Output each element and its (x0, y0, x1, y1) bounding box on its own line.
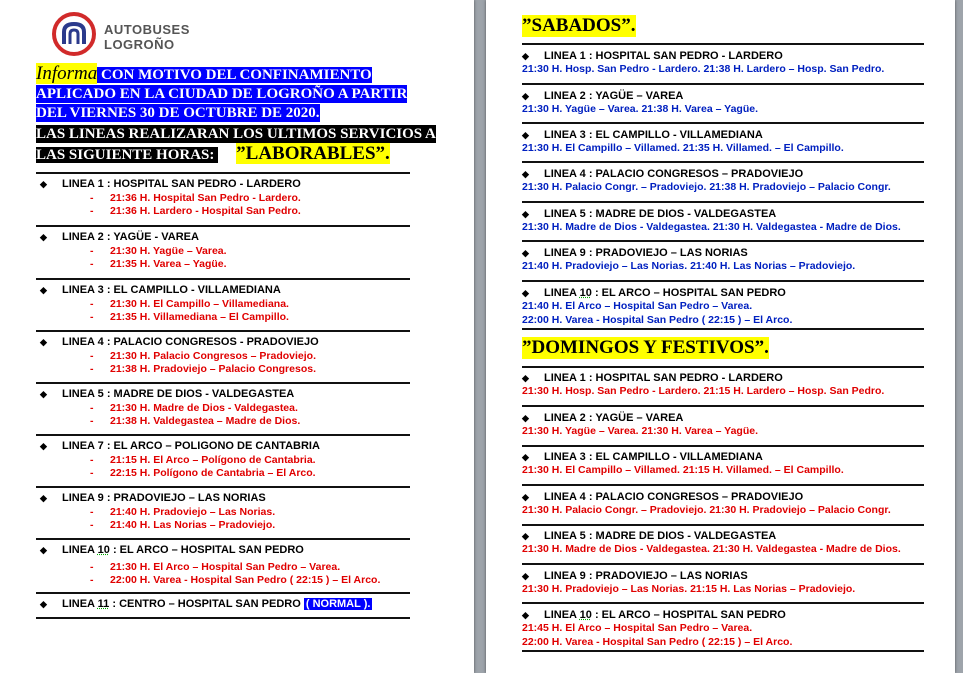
diamond-bullet-icon: ◆ (522, 413, 529, 423)
dash-bullet: - (90, 311, 94, 323)
diamond-bullet-icon: ◆ (40, 493, 47, 503)
section-separator (522, 405, 924, 407)
line-heading (522, 168, 803, 180)
line-heading (40, 336, 319, 348)
diamond-bullet-icon: ◆ (522, 130, 529, 140)
section-separator (522, 43, 924, 45)
line-heading-text: LINEA 5 : MADRE DE DIOS - VALDEGASTEA (544, 208, 777, 220)
schedule-line: 21:30 H. Madre de Dios - Valdegastea. 21:30 H. Valdegastea - Madre de Dios. (522, 543, 901, 555)
autobuses-logo-icon (52, 12, 96, 56)
line-heading-prefix: LINEA (62, 544, 98, 556)
schedule-line-text: 21:35 H. Varea – Yagüe. (110, 258, 227, 270)
diamond-bullet-icon: ◆ (522, 169, 529, 179)
line-heading (40, 440, 320, 452)
schedule-line: 22:00 H. Varea - Hospital San Pedro ( 22:15 ) – El Arco. (522, 314, 793, 326)
diamond-bullet-icon: ◆ (522, 91, 529, 101)
schedule-line: 21:30 H. El Campillo – Villamed. 21:35 H. Villamed. – El Campillo. (522, 142, 844, 154)
line-number: 10 (97, 544, 110, 556)
line-heading-route: : EL ARCO – HOSPITAL SAN PEDRO (109, 544, 304, 556)
schedule-line-text: 21:30 H. El Arco – Hospital San Pedro – Varea. (110, 561, 341, 573)
notice-row-5 (36, 145, 390, 164)
line-heading-prefix: LINEA (544, 609, 580, 621)
dash-bullet: - (90, 519, 94, 531)
line-heading-text: LINEA 1 : HOSPITAL SAN PEDRO - LARDERO (62, 178, 301, 190)
line-heading-text: LINEA 2 : YAGÜE - VAREA (62, 231, 199, 243)
diamond-bullet-icon: ◆ (522, 209, 529, 219)
line-heading (522, 50, 783, 62)
diamond-bullet-icon: ◆ (522, 452, 529, 462)
dash-bullet: - (90, 245, 94, 257)
schedule-line (90, 506, 275, 518)
section-separator (522, 484, 924, 486)
section-separator (522, 328, 924, 330)
schedule-line-text: 21:38 H. Valdegastea – Madre de Dios. (110, 415, 301, 427)
line-heading-prefix: LINEA (544, 287, 580, 299)
schedule-line (90, 519, 275, 531)
line-heading-text: LINEA 9 : PRADOVIEJO – LAS NORIAS (544, 570, 748, 582)
schedule-line: 22:00 H. Varea - Hospital San Pedro ( 22:15 ) – El Arco. (522, 636, 793, 648)
dash-bullet: - (90, 415, 94, 427)
section-separator (522, 122, 924, 124)
schedule-line-text: 22:15 H. Polígono de Cantabria – El Arco. (110, 467, 316, 479)
line-heading (522, 247, 748, 259)
section-separator (36, 434, 410, 436)
schedule-line (90, 205, 301, 217)
section-separator (522, 83, 924, 85)
line-heading (40, 231, 199, 243)
diamond-bullet-icon: ◆ (40, 337, 47, 347)
line-heading-text: LINEA 2 : YAGÜE – VAREA (544, 412, 684, 424)
section-separator (522, 280, 924, 282)
diamond-bullet-icon: ◆ (522, 531, 529, 541)
line-heading (522, 287, 786, 299)
diamond-bullet-icon: ◆ (40, 441, 47, 451)
diamond-bullet-icon: ◆ (522, 248, 529, 258)
schedule-line (90, 467, 316, 479)
notice-row-4: LAS LINEAS REALIZARAN LOS ULTIMOS SERVICIOS A (36, 126, 436, 142)
section-separator (522, 240, 924, 242)
diamond-bullet-icon: ◆ (522, 288, 529, 298)
schedule-line (90, 258, 227, 270)
section-separator (36, 538, 410, 540)
diamond-bullet-icon: ◆ (40, 285, 47, 295)
dash-bullet: - (90, 402, 94, 414)
line-heading-route: : EL ARCO – HOSPITAL SAN PEDRO (591, 609, 786, 621)
line-number: 10 (579, 287, 592, 299)
schedule-line-text: 21:36 H. Hospital San Pedro - Lardero. (110, 192, 301, 204)
schedule-line: 21:30 H. Yagüe – Varea. 21:38 H. Varea – Yagüe. (522, 103, 759, 115)
schedule-line: 21:30 H. El Campillo – Villamed. 21:15 H. Villamed. – El Campillo. (522, 464, 844, 476)
line-heading-text: LINEA 3 : EL CAMPILLO - VILLAMEDIANA (544, 129, 763, 141)
notice-text-5: LAS SIGUIENTE HORAS: (36, 147, 219, 163)
line-heading (40, 598, 372, 610)
section-separator (36, 225, 410, 227)
dash-bullet: - (90, 574, 94, 586)
schedule-line-text: 21:30 H. Palacio Congresos – Pradoviejo. (110, 350, 316, 362)
logo-text-autobuses: AUTOBUSES (104, 22, 190, 37)
schedule-line-text: 21:35 H. Villamediana – El Campillo. (110, 311, 289, 323)
line-heading (522, 372, 783, 384)
diamond-bullet-icon: ◆ (40, 599, 47, 609)
schedule-line-text: 21:30 H. Yagüe – Varea. (110, 245, 227, 257)
section-separator (36, 617, 410, 619)
diamond-bullet-icon: ◆ (40, 232, 47, 242)
diamond-bullet-icon: ◆ (40, 545, 47, 555)
section-separator (522, 201, 924, 203)
schedule-line-text: 21:36 H. Lardero - Hospital San Pedro. (110, 205, 301, 217)
dash-bullet: - (90, 205, 94, 217)
schedule-line-text: 21:40 H. Pradoviejo – Las Norias. (110, 506, 276, 518)
schedule-line: 21:30 H. Madre de Dios - Valdegastea. 21:30 H. Valdegastea - Madre de Dios. (522, 221, 901, 233)
section-separator (36, 382, 410, 384)
dash-bullet: - (90, 350, 94, 362)
line-heading (522, 530, 776, 542)
notice-row-3: DEL VIERNES 30 DE OCTUBRE DE 2020. (36, 105, 320, 121)
line-heading (522, 129, 763, 141)
line-heading (522, 451, 763, 463)
dash-bullet: - (90, 561, 94, 573)
line-heading (522, 412, 683, 424)
dash-bullet: - (90, 363, 94, 375)
line-heading-text: LINEA 3 : EL CAMPILLO - VILLAMEDIANA (62, 284, 281, 296)
schedule-line: 21:30 H. Pradoviejo – Las Norias. 21:15 H. Las Norias – Pradoviejo. (522, 583, 856, 595)
domingos-title: ”DOMINGOS Y FESTIVOS”. (522, 337, 769, 358)
schedule-line-text: 21:38 H. Pradoviejo – Palacio Congresos. (110, 363, 316, 375)
schedule-line-text: 21:30 H. Madre de Dios - Valdegastea. (110, 402, 298, 414)
schedule-line: 21:30 H. Palacio Congr. – Pradoviejo. 21:30 H. Pradoviejo – Palacio Congr. (522, 504, 891, 516)
line-number: 10 (579, 609, 592, 621)
line-heading (522, 90, 683, 102)
section-separator (522, 366, 924, 368)
line-heading-text: LINEA 2 : YAGÜE – VAREA (544, 90, 684, 102)
diamond-bullet-icon: ◆ (522, 492, 529, 502)
line-heading-text: LINEA 4 : PALACIO CONGRESOS – PRADOVIEJO (544, 491, 804, 503)
left-page (0, 0, 474, 673)
notice-text-1: CON MOTIVO DEL CONFINAMIENTO (97, 67, 372, 83)
line-heading-text: LINEA 7 : EL ARCO – POLIGONO DE CANTABRIA (62, 440, 320, 452)
dash-bullet: - (90, 298, 94, 310)
schedule-line (90, 350, 316, 362)
section-separator (36, 278, 410, 280)
schedule-line-text: 21:40 H. Las Norias – Pradoviejo. (110, 519, 276, 531)
schedule-line: 21:30 H. Palacio Congr. – Pradoviejo. 21:38 H. Pradoviejo – Palacio Congr. (522, 181, 891, 193)
section-separator (36, 330, 410, 332)
dash-bullet: - (90, 454, 94, 466)
line-heading-text: LINEA 1 : HOSPITAL SAN PEDRO - LARDERO (544, 372, 783, 384)
line-heading-text: LINEA 3 : EL CAMPILLO - VILLAMEDIANA (544, 451, 763, 463)
sabados-title: ”SABADOS”. (522, 15, 636, 36)
schedule-line: 21:30 H. Hosp. San Pedro - Lardero. 21:15 H. Lardero – Hosp. San Pedro. (522, 385, 885, 397)
section-separator (522, 445, 924, 447)
logo-text-logrono: LOGROÑO (104, 37, 175, 52)
schedule-line: 21:40 H. El Arco – Hospital San Pedro – Varea. (522, 300, 753, 312)
line-heading-text: LINEA 4 : PALACIO CONGRESOS – PRADOVIEJO (544, 168, 804, 180)
schedule-line: 21:30 H. Yagüe – Varea. 21:30 H. Varea – Yagüe. (522, 425, 759, 437)
schedule-line-text: 21:15 H. El Arco – Polígono de Cantabria. (110, 454, 316, 466)
line-heading (522, 570, 748, 582)
line-heading-route: : EL ARCO – HOSPITAL SAN PEDRO (591, 287, 786, 299)
normal-badge: ( NORMAL ). (305, 598, 371, 610)
line-heading (40, 492, 266, 504)
schedule-line (90, 454, 316, 466)
line-heading (40, 178, 301, 190)
section-separator (522, 524, 924, 526)
section-separator (522, 563, 924, 565)
dash-bullet: - (90, 258, 94, 270)
schedule-line (90, 245, 227, 257)
schedule-line (90, 298, 289, 310)
schedule-line (90, 561, 340, 573)
line-heading (40, 284, 281, 296)
line-heading-text: LINEA 1 : HOSPITAL SAN PEDRO - LARDERO (544, 50, 783, 62)
line-heading (522, 609, 786, 621)
line-heading-text: LINEA 5 : MADRE DE DIOS - VALDEGASTEA (62, 388, 295, 400)
schedule-line: 21:40 H. Pradoviejo – Las Norias. 21:40 H. Las Norias – Pradoviejo. (522, 260, 856, 272)
line-heading (522, 491, 803, 503)
notice-row-1 (36, 65, 372, 84)
schedule-line-text: 21:30 H. El Campillo – Villamediana. (110, 298, 289, 310)
section-separator (522, 602, 924, 604)
section-separator (522, 650, 924, 652)
section-separator (522, 161, 924, 163)
line-heading-text: LINEA 4 : PALACIO CONGRESOS - PRADOVIEJO (62, 336, 319, 348)
dash-bullet: - (90, 506, 94, 518)
section-separator (36, 592, 410, 594)
informa-label: Informa (36, 63, 98, 84)
schedule-line (90, 574, 380, 586)
schedule-line (90, 363, 316, 375)
section-separator (36, 172, 410, 174)
dash-bullet: - (90, 467, 94, 479)
diamond-bullet-icon: ◆ (522, 610, 529, 620)
line-heading (40, 544, 304, 556)
right-page (486, 0, 955, 673)
line-heading-prefix: LINEA (62, 598, 98, 610)
line-heading-text: LINEA 9 : PRADOVIEJO – LAS NORIAS (544, 247, 748, 259)
diamond-bullet-icon: ◆ (522, 373, 529, 383)
dash-bullet: - (90, 192, 94, 204)
line-heading (522, 208, 776, 220)
line-heading-route: : CENTRO – HOSPITAL SAN PEDRO (109, 598, 304, 610)
line-heading (40, 388, 294, 400)
schedule-line (90, 192, 301, 204)
diamond-bullet-icon: ◆ (522, 51, 529, 61)
section-separator (36, 486, 410, 488)
schedule-line (90, 415, 300, 427)
diamond-bullet-icon: ◆ (40, 179, 47, 189)
laborables-title: ”LABORABLES”. (236, 143, 390, 164)
line-number: 11 (97, 598, 110, 610)
schedule-line (90, 402, 298, 414)
schedule-line (90, 311, 289, 323)
diamond-bullet-icon: ◆ (522, 571, 529, 581)
notice-row-2: APLICADO EN LA CIUDAD DE LOGROÑO A PARTIR (36, 86, 408, 102)
line-heading-text: LINEA 5 : MADRE DE DIOS - VALDEGASTEA (544, 530, 777, 542)
schedule-line: 21:30 H. Hosp. San Pedro - Lardero. 21:38 H. Lardero – Hosp. San Pedro. (522, 63, 885, 75)
schedule-line-text: 22:00 H. Varea - Hospital San Pedro ( 22:15 ) – El Arco. (110, 574, 381, 586)
diamond-bullet-icon: ◆ (40, 389, 47, 399)
schedule-line: 21:45 H. El Arco – Hospital San Pedro – Varea. (522, 622, 753, 634)
line-heading-text: LINEA 9 : PRADOVIEJO – LAS NORIAS (62, 492, 266, 504)
